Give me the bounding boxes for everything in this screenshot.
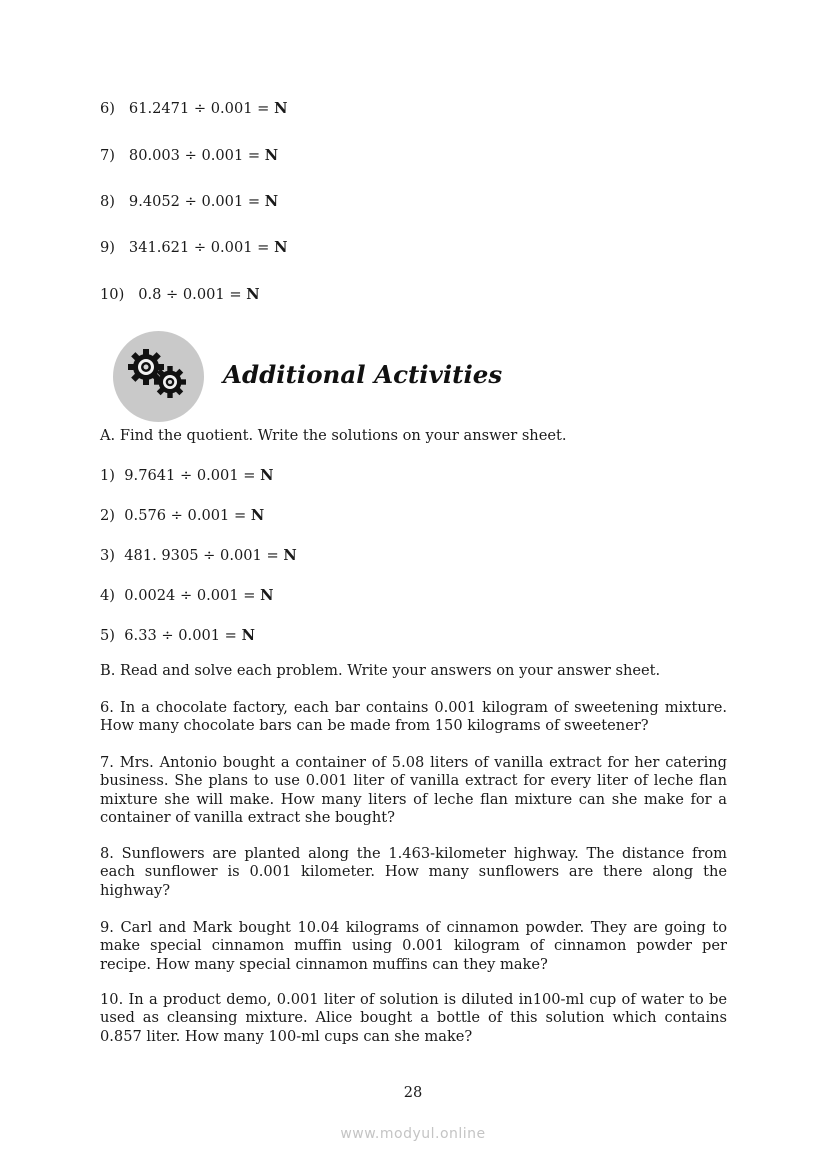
item-answer: N xyxy=(241,627,255,644)
item-answer: N xyxy=(264,147,279,164)
item-number: 2) xyxy=(100,507,115,524)
item-expression: 0.576 ÷ 0.001 = xyxy=(124,507,247,524)
item-answer: N xyxy=(250,507,265,524)
item-number: 1) xyxy=(100,467,115,484)
item-answer: N xyxy=(264,193,279,210)
exercise-item-2 xyxy=(100,507,264,525)
item-expression: 9.4052 ÷ 0.001 = xyxy=(128,193,261,210)
item-number: 4) xyxy=(100,587,115,604)
item-expression: 341.621 ÷ 0.001 = xyxy=(128,239,270,256)
item-expression: 61.2471 ÷ 0.001 = xyxy=(128,100,270,117)
watermark: www.modyul.online xyxy=(340,1126,486,1142)
item-answer: N xyxy=(260,587,274,604)
item-number: 8) xyxy=(100,193,115,210)
item-answer: N xyxy=(246,286,260,303)
word-problem-7: 7. Mrs. Antonio bought a container of 5.08 liters of vanilla extract for her catering business. She plans to use 0.001 liter of vanilla extract for every liter of leche flan mixture she will make. How many liters of leche flan mixture can she make for a container of vanilla extract she bought? xyxy=(100,754,727,826)
word-problem-6: 6. In a chocolate factory, each bar contains 0.001 kilogram of sweetening mixture. How many chocolate bars can be made from 150 kilograms of sweetener? xyxy=(100,699,727,735)
item-answer: N xyxy=(260,467,274,484)
page-number: 28 xyxy=(403,1084,423,1101)
exercise-item-10 xyxy=(100,286,260,304)
item-expression: 0.8 ÷ 0.001 = xyxy=(138,286,242,303)
item-expression: 0.0024 ÷ 0.001 = xyxy=(124,587,256,604)
item-expression: 6.33 ÷ 0.001 = xyxy=(124,627,237,644)
item-answer: N xyxy=(274,239,288,256)
section-title: Additional Activities xyxy=(223,360,503,389)
item-answer: N xyxy=(274,100,288,117)
item-number: 7) xyxy=(100,147,115,164)
item-number: 3) xyxy=(100,547,115,564)
part-b-instruction: B. Read and solve each problem. Write your answers on your answer sheet. xyxy=(100,662,661,679)
exercise-item-3 xyxy=(100,547,297,565)
exercise-item-1 xyxy=(100,467,273,485)
exercise-item-8 xyxy=(100,193,278,211)
item-number: 9) xyxy=(100,239,115,256)
exercise-item-4 xyxy=(100,587,273,605)
exercise-item-5 xyxy=(100,627,255,645)
item-number: 5) xyxy=(100,627,115,644)
item-expression: 80.003 ÷ 0.001 = xyxy=(128,147,261,164)
item-expression: 481. 9305 ÷ 0.001 = xyxy=(124,547,279,564)
item-number: 6) xyxy=(100,100,115,117)
item-answer: N xyxy=(283,547,297,564)
word-problem-8: 8. Sunflowers are planted along the 1.463-kilometer highway. The distance from each sunflower is 0.001 kilometer. How many sunflowers are there along the highway? xyxy=(100,845,727,899)
item-number: 10) xyxy=(100,286,125,303)
exercise-item-7 xyxy=(100,147,278,165)
item-expression: 9.7641 ÷ 0.001 = xyxy=(124,467,256,484)
word-problem-9: 9. Carl and Mark bought 10.04 kilograms of cinnamon powder. They are going to make special cinnamon muffin using 0.001 kilogram of cinnamon powder per recipe. How many special cinnamon muffins can they make? xyxy=(100,919,727,973)
gears-icon xyxy=(113,331,204,422)
exercise-item-9 xyxy=(100,239,287,257)
exercise-item-6 xyxy=(100,100,287,118)
word-problem-10: 10. In a product demo, 0.001 liter of solution is diluted in100-ml cup of water to be used as cleansing mixture. Alice bought a bottle of this solution which contains 0.857 liter. How many 100-ml cups can she make? xyxy=(100,991,727,1045)
section-header xyxy=(113,331,513,423)
part-a-instruction: A. Find the quotient. Write the solutions on your answer sheet. xyxy=(100,427,567,444)
